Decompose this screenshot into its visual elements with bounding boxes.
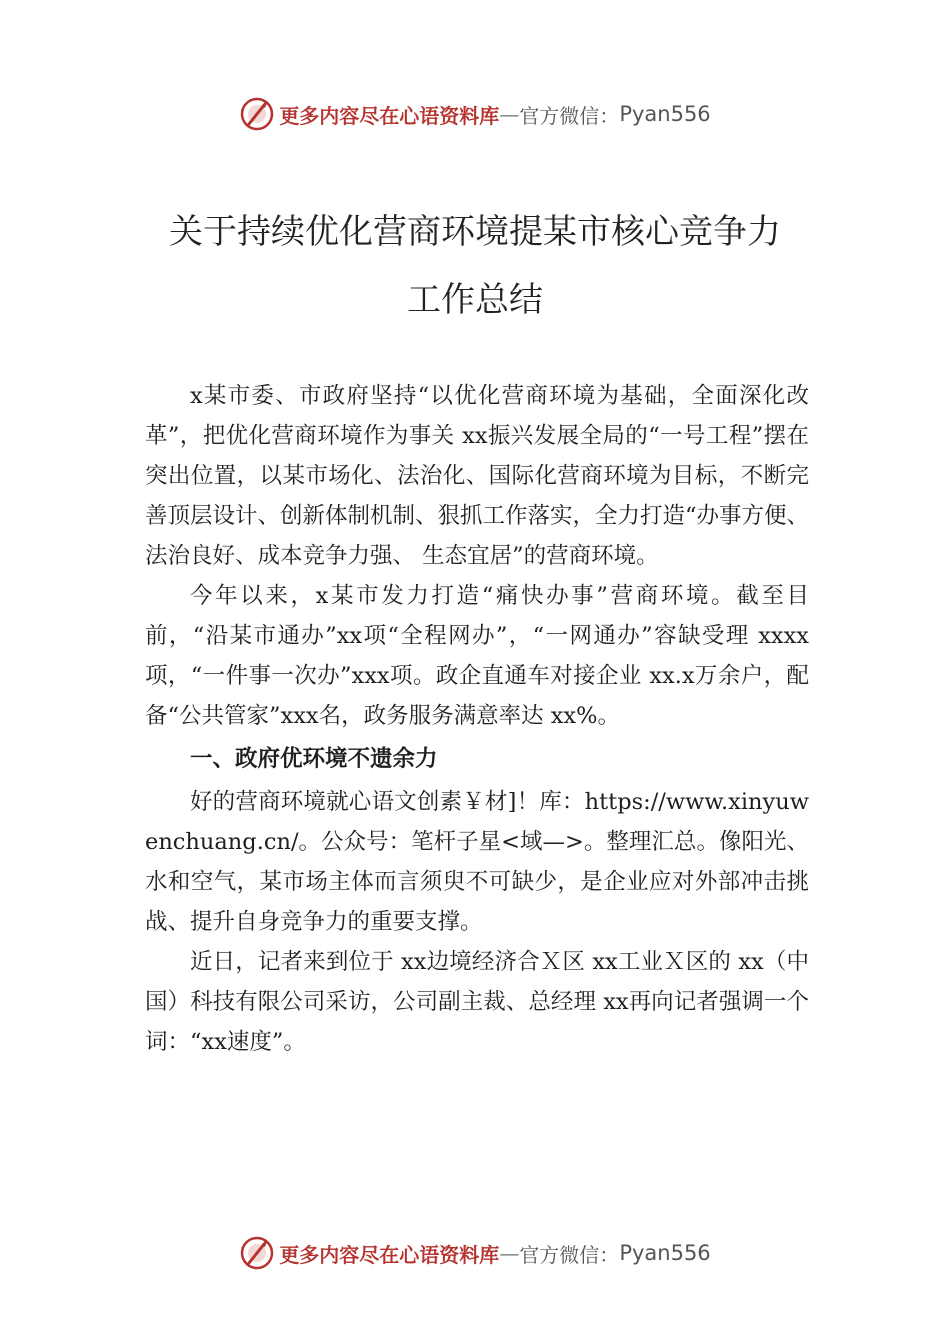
watermark-banner-top <box>0 94 950 134</box>
paragraph-1: x某市委、市政府坚持“以优化营商环境为基础，全面深化改革”，把优化营商环境作为事关 xx振兴发展全局的“一号工程”摆在突出位置，以某市场化、法治化、国际化营商环境为目标，不断完善顶层设计、创新体制机制、狠抓工作落实，全力打造“办事方便、法治良好、成本竞争力强、 生态宜居”的营商环境。 <box>145 383 810 569</box>
document-body <box>145 376 809 1062</box>
watermark-main-text: 更多内容尽在心语资料库 <box>279 103 500 128</box>
watermark-wechat-label: 官方微信： <box>519 103 620 128</box>
watermark-separator: — <box>499 1241 520 1265</box>
section-heading-1: 一、政府优环境不遗余力 <box>190 746 438 772</box>
watermark-wechat-id: Pyan556 <box>619 102 711 126</box>
watermark-separator: — <box>499 102 520 126</box>
library-logo-icon <box>239 96 275 132</box>
paragraph-2: 今年以来，x某市发力打造“痛快办事”营商环境。截至目前，“沿某市通办”xx项“全程网办”，“一网通办”容缺受理 xxxx项，“一件事一次办”xxx项。政企直通车对接企业 xx.x万余户，配备“公共管家”xxx名，政务服务满意率达 xx%。 <box>145 583 809 729</box>
document-title-line2: 工作总结 <box>407 280 543 320</box>
watermark-banner-bottom <box>0 1233 950 1273</box>
watermark-wechat-label: 官方微信： <box>519 1242 620 1267</box>
paragraph-4: 近日，记者来到位于 xx边境经济合Ｘ区 xx工业Ｘ区的 xx（中国）科技有限公司采访，公司副主裁、总经理 xx再向记者强调一个词：“xx速度”。 <box>145 949 809 1055</box>
watermark-main-text: 更多内容尽在心语资料库 <box>279 1242 500 1267</box>
paragraph-3: 好的营商环境就心语文创素￥材]！库：https://www.xinyuwenchuang.cn/。公众号：笔杆子星<域—>。整理汇总。像阳光、水和空气，某市场主体而言须臾不可缺少，是企业应对外部冲击挑战、提升自身竞争力的重要支撑。 <box>145 789 809 935</box>
library-logo-icon <box>239 1235 275 1271</box>
document-title-line1: 关于持续优化营商环境提某市核心竞争力 <box>169 212 781 252</box>
watermark-wechat-id: Pyan556 <box>619 1241 711 1265</box>
